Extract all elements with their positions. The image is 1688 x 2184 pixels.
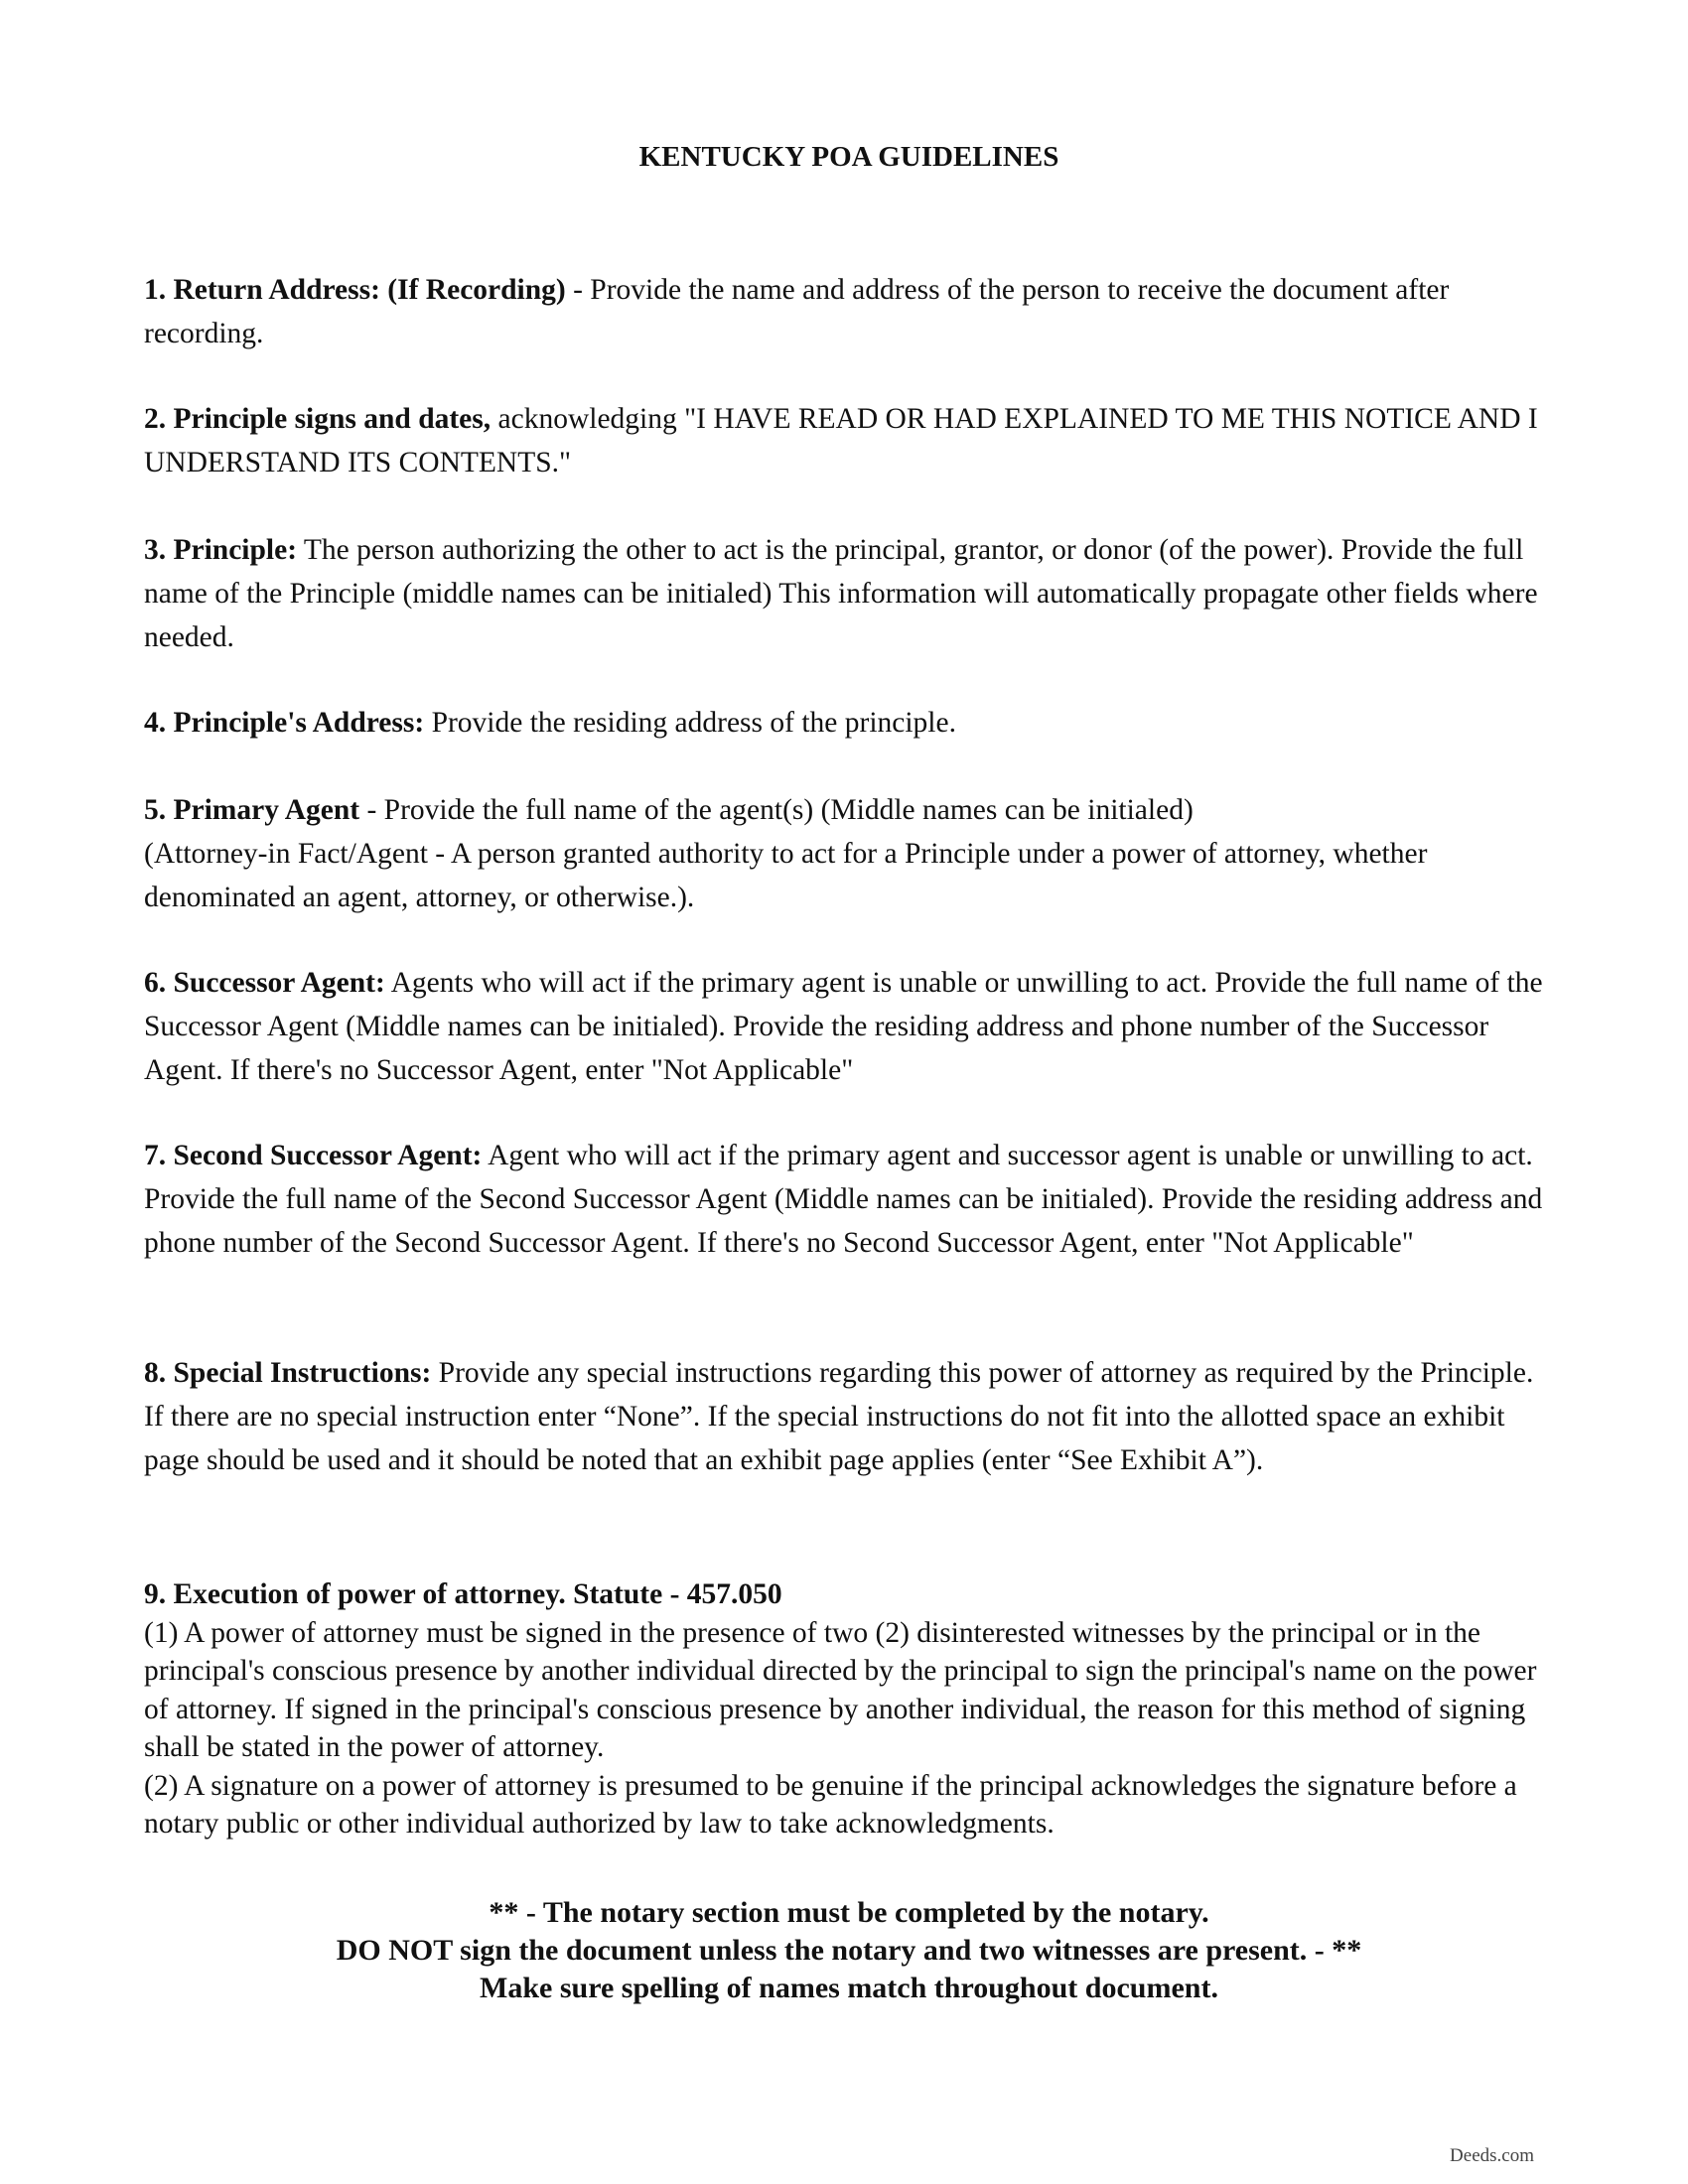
notice-line: DO NOT sign the document unless the notary and two witnesses are present. - ** bbox=[336, 1934, 1362, 1967]
notice-line: Make sure spelling of names match throughout document. bbox=[480, 1972, 1218, 2004]
section-principle-address bbox=[144, 701, 1554, 745]
section-heading: 3. Principle: bbox=[144, 534, 298, 566]
section-heading: 9. Execution of power of attorney. Statute - 457.050 bbox=[144, 1578, 782, 1610]
section-second-successor-agent bbox=[144, 1134, 1554, 1265]
section-body: Agent who will act if the primary agent and successor agent is unable or unwilling to act. Provide the full name of the Second Successor Agent (Middle names can be initialed). Provide the residing address and phone number of the Second Successor Agent. If there's no Second Successor Agent, enter "Not Applicable" bbox=[144, 1140, 1543, 1259]
section-execution bbox=[144, 1575, 1554, 1843]
statute-paragraph-1: (1) A power of attorney must be signed in the presence of two (2) disinterested witnesses by the principal or in the principal's conscious presence by another individual directed by the principal to sign the principal's name on the power of attorney. If signed in the principal's conscious presence by another individual, the reason for this method of signing shall be stated in the power of attorney. bbox=[144, 1616, 1537, 1763]
section-body: Agents who will act if the primary agent is unable or unwilling to act. Provide the full name of the Successor Agent (Middle names can be initialed). Provide the residing address and phone number of the Successor Agent. If there's no Successor Agent, enter "Not Applicable" bbox=[144, 967, 1543, 1086]
page-title: KENTUCKY POA GUIDELINES bbox=[638, 141, 1059, 173]
section-body: - Provide the name and address of the person to receive the document after recording. bbox=[144, 274, 1450, 349]
section-heading: 6. Successor Agent: bbox=[144, 967, 385, 999]
section-heading: 4. Principle's Address: bbox=[144, 707, 425, 739]
section-body-detail: (Attorney-in Fact/Agent - A person granted authority to act for a Principle under a power of attorney, whether denominated an agent, attorney, or otherwise.). bbox=[144, 838, 1428, 913]
section-principle-signs bbox=[144, 397, 1554, 484]
section-body: Provide the residing address of the principle. bbox=[424, 707, 956, 739]
section-heading: 2. Principle signs and dates, bbox=[144, 403, 492, 435]
section-heading: 7. Second Successor Agent: bbox=[144, 1140, 483, 1171]
section-heading: 5. Primary Agent bbox=[144, 794, 360, 826]
section-successor-agent bbox=[144, 961, 1554, 1092]
section-body: - Provide the full name of the agent(s) (Middle names can be initialed) bbox=[359, 794, 1194, 826]
notary-notice bbox=[144, 1894, 1554, 2007]
section-body: The person authorizing the other to act is the principal, grantor, or donor (of the power). Provide the full name of the Principle (middle names can be initialed) This information will automatically propagate other fields where needed. bbox=[144, 534, 1538, 653]
section-return-address bbox=[144, 268, 1554, 355]
footer-watermark: Deeds.com bbox=[1450, 2145, 1534, 2166]
notice-line: ** - The notary section must be completed by the notary. bbox=[489, 1896, 1209, 1929]
section-body: Provide any special instructions regarding this power of attorney as required by the Principle. If there are no special instruction enter “None”. If the special instructions do not fit into the allotted space an exhibit page should be used and it should be noted that an exhibit page applies (enter “See Exhibit A”). bbox=[144, 1357, 1534, 1476]
section-heading: 8. Special Instructions: bbox=[144, 1357, 432, 1389]
statute-paragraph-2: (2) A signature on a power of attorney is presumed to be genuine if the principal acknowledges the signature before a notary public or other individual authorized by law to take acknowledgments. bbox=[144, 1769, 1517, 1840]
section-special-instructions bbox=[144, 1351, 1554, 1482]
section-primary-agent bbox=[144, 788, 1554, 919]
section-principle bbox=[144, 528, 1554, 659]
section-heading: 1. Return Address: (If Recording) bbox=[144, 274, 566, 306]
section-body: acknowledging "I HAVE READ OR HAD EXPLAINED TO ME THIS NOTICE AND I UNDERSTAND ITS CONTENTS." bbox=[144, 403, 1538, 478]
